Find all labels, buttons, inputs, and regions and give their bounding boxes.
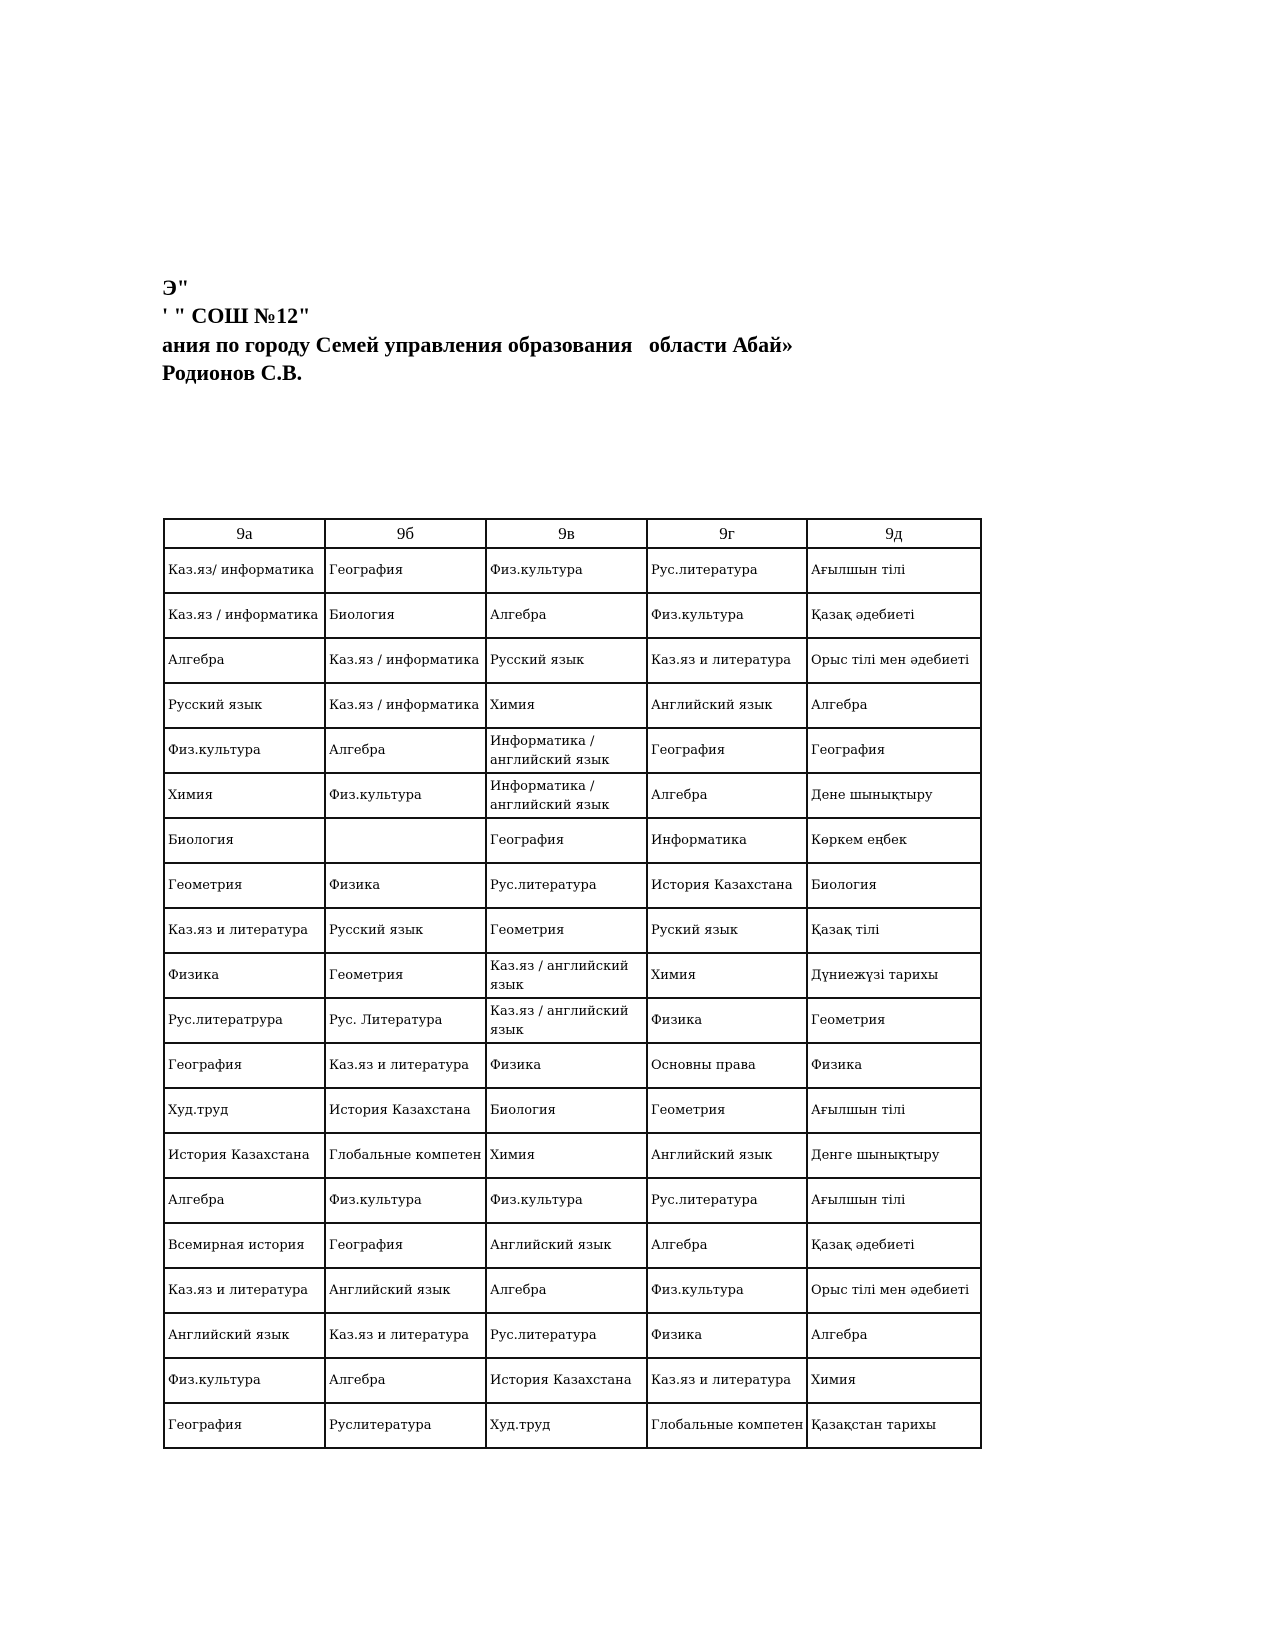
table-cell: Каз.яз / информатика <box>325 683 486 728</box>
table-cell: Рус.литература <box>486 1313 647 1358</box>
table-cell: Информатика <box>647 818 807 863</box>
table-cell: Алгебра <box>164 1178 325 1223</box>
table-cell: Дене шынықтыру <box>807 773 981 818</box>
table-row <box>164 638 981 683</box>
table-row <box>164 863 981 908</box>
table-cell: Физика <box>164 953 325 998</box>
table-cell: Физика <box>647 998 807 1043</box>
table-cell: Геометрия <box>807 998 981 1043</box>
table-cell: Ағылшын тілі <box>807 548 981 593</box>
table-cell: Физ.культура <box>486 548 647 593</box>
table-cell: Қазақ тілі <box>807 908 981 953</box>
table-row <box>164 908 981 953</box>
header-line-school: ' " СОШ №12" <box>162 303 311 328</box>
table-cell: Алгебра <box>807 1313 981 1358</box>
table-cell: География <box>807 728 981 773</box>
table-cell: Русский язык <box>325 908 486 953</box>
table-row <box>164 1133 981 1178</box>
schedule-table <box>163 518 982 1449</box>
table-row <box>164 818 981 863</box>
table-cell: Ағылшын тілі <box>807 1088 981 1133</box>
table-cell: Алгебра <box>164 638 325 683</box>
table-cell: Руслитература <box>325 1403 486 1448</box>
table-cell: Физ.культура <box>486 1178 647 1223</box>
table-row <box>164 548 981 593</box>
table-cell: Химия <box>164 773 325 818</box>
schedule-body <box>164 548 981 1448</box>
table-cell: География <box>486 818 647 863</box>
table-row <box>164 1178 981 1223</box>
table-cell: Каз.яз и литература <box>164 1268 325 1313</box>
table-cell: Алгебра <box>647 773 807 818</box>
column-header-9д: 9д <box>807 519 981 548</box>
table-row <box>164 773 981 818</box>
table-cell: Алгебра <box>807 683 981 728</box>
table-cell: Каз.яз и литература <box>325 1313 486 1358</box>
table-row <box>164 728 981 773</box>
column-header-9г: 9г <box>647 519 807 548</box>
table-cell: Рус.литература <box>647 1178 807 1223</box>
table-row <box>164 1043 981 1088</box>
table-cell: Глобальные компетен <box>325 1133 486 1178</box>
table-cell: Физ.культура <box>325 773 486 818</box>
table-cell: Рус.литература <box>647 548 807 593</box>
header-line-department: ания по городу Семей управления образования области Абай» <box>162 332 793 357</box>
table-cell: Қазақстан тарихы <box>807 1403 981 1448</box>
table-cell: Алгебра <box>486 1268 647 1313</box>
table-cell: Геометрия <box>164 863 325 908</box>
table-cell: География <box>647 728 807 773</box>
table-cell: Геометрия <box>647 1088 807 1133</box>
table-cell: Худ.труд <box>164 1088 325 1133</box>
table-cell <box>325 818 486 863</box>
table-cell: Английский язык <box>486 1223 647 1268</box>
table-cell: Биология <box>325 593 486 638</box>
table-cell: География <box>325 1223 486 1268</box>
table-cell: История Казахстана <box>325 1088 486 1133</box>
table-cell: Каз.яз и литература <box>647 1358 807 1403</box>
table-cell: Физика <box>647 1313 807 1358</box>
header-line-director: Родионов С.В. <box>162 360 303 385</box>
table-cell: Орыс тілі мен әдебиеті <box>807 638 981 683</box>
table-cell: Физ.культура <box>164 728 325 773</box>
table-cell: Алгебра <box>325 1358 486 1403</box>
table-cell: Информатика / английский язык <box>486 773 647 818</box>
table-cell: Каз.яз / информатика <box>164 593 325 638</box>
table-cell: Физика <box>486 1043 647 1088</box>
table-cell: География <box>164 1403 325 1448</box>
table-cell: Химия <box>647 953 807 998</box>
table-cell: Денге шынықтыру <box>807 1133 981 1178</box>
table-row <box>164 1358 981 1403</box>
table-cell: Худ.труд <box>486 1403 647 1448</box>
table-cell: Дүниежүзі тарихы <box>807 953 981 998</box>
table-cell: Основны права <box>647 1043 807 1088</box>
table-cell: Русский язык <box>164 683 325 728</box>
table-cell: Каз.яз / информатика <box>325 638 486 683</box>
table-cell: Ағылшын тілі <box>807 1178 981 1223</box>
table-row <box>164 998 981 1043</box>
table-row <box>164 1313 981 1358</box>
table-cell: История Казахстана <box>164 1133 325 1178</box>
table-cell: Каз.яз/ информатика <box>164 548 325 593</box>
table-cell: Биология <box>807 863 981 908</box>
table-cell: Орыс тілі мен әдебиеті <box>807 1268 981 1313</box>
table-cell: Английский язык <box>647 683 807 728</box>
table-row <box>164 1268 981 1313</box>
table-row <box>164 683 981 728</box>
table-cell: Көркем еңбек <box>807 818 981 863</box>
table-cell: Қазақ әдебиеті <box>807 593 981 638</box>
table-cell: Рус. Литература <box>325 998 486 1043</box>
schedule-header-row <box>164 519 981 548</box>
table-cell: Биология <box>164 818 325 863</box>
table-cell: Физ.культура <box>647 1268 807 1313</box>
table-cell: Руский язык <box>647 908 807 953</box>
table-cell: Физ.культура <box>325 1178 486 1223</box>
table-cell: Рус.литература <box>486 863 647 908</box>
column-header-9б: 9б <box>325 519 486 548</box>
table-cell: Алгебра <box>647 1223 807 1268</box>
table-cell: История Казахстана <box>647 863 807 908</box>
table-row <box>164 953 981 998</box>
table-cell: Русский язык <box>486 638 647 683</box>
table-cell: Физ.культура <box>164 1358 325 1403</box>
header-line-1: Э" <box>162 275 190 300</box>
table-cell: Химия <box>486 1133 647 1178</box>
table-cell: Английский язык <box>325 1268 486 1313</box>
table-cell: Физика <box>807 1043 981 1088</box>
table-cell: Химия <box>486 683 647 728</box>
table-row <box>164 1403 981 1448</box>
table-cell: Физика <box>325 863 486 908</box>
table-cell: Физ.культура <box>647 593 807 638</box>
table-cell: Глобальные компетен <box>647 1403 807 1448</box>
table-cell: Биология <box>486 1088 647 1133</box>
table-cell: Информатика / английский язык <box>486 728 647 773</box>
table-cell: География <box>164 1043 325 1088</box>
table-row <box>164 1088 981 1133</box>
table-row <box>164 593 981 638</box>
table-cell: Каз.яз и литература <box>647 638 807 683</box>
table-cell: Английский язык <box>164 1313 325 1358</box>
table-cell: История Казахстана <box>486 1358 647 1403</box>
table-cell: География <box>325 548 486 593</box>
table-cell: Геометрия <box>486 908 647 953</box>
column-header-9а: 9а <box>164 519 325 548</box>
table-row <box>164 1223 981 1268</box>
table-cell: Қазақ әдебиеті <box>807 1223 981 1268</box>
table-cell: Алгебра <box>486 593 647 638</box>
table-cell: Каз.яз / английский язык <box>486 998 647 1043</box>
table-cell: Каз.яз и литература <box>325 1043 486 1088</box>
table-cell: Алгебра <box>325 728 486 773</box>
table-cell: Всемирная история <box>164 1223 325 1268</box>
table-cell: Геометрия <box>325 953 486 998</box>
table-cell: Химия <box>807 1358 981 1403</box>
table-cell: Рус.литератрура <box>164 998 325 1043</box>
table-cell: Каз.яз и литература <box>164 908 325 953</box>
table-cell: Английский язык <box>647 1133 807 1178</box>
column-header-9в: 9в <box>486 519 647 548</box>
table-cell: Каз.яз / английский язык <box>486 953 647 998</box>
